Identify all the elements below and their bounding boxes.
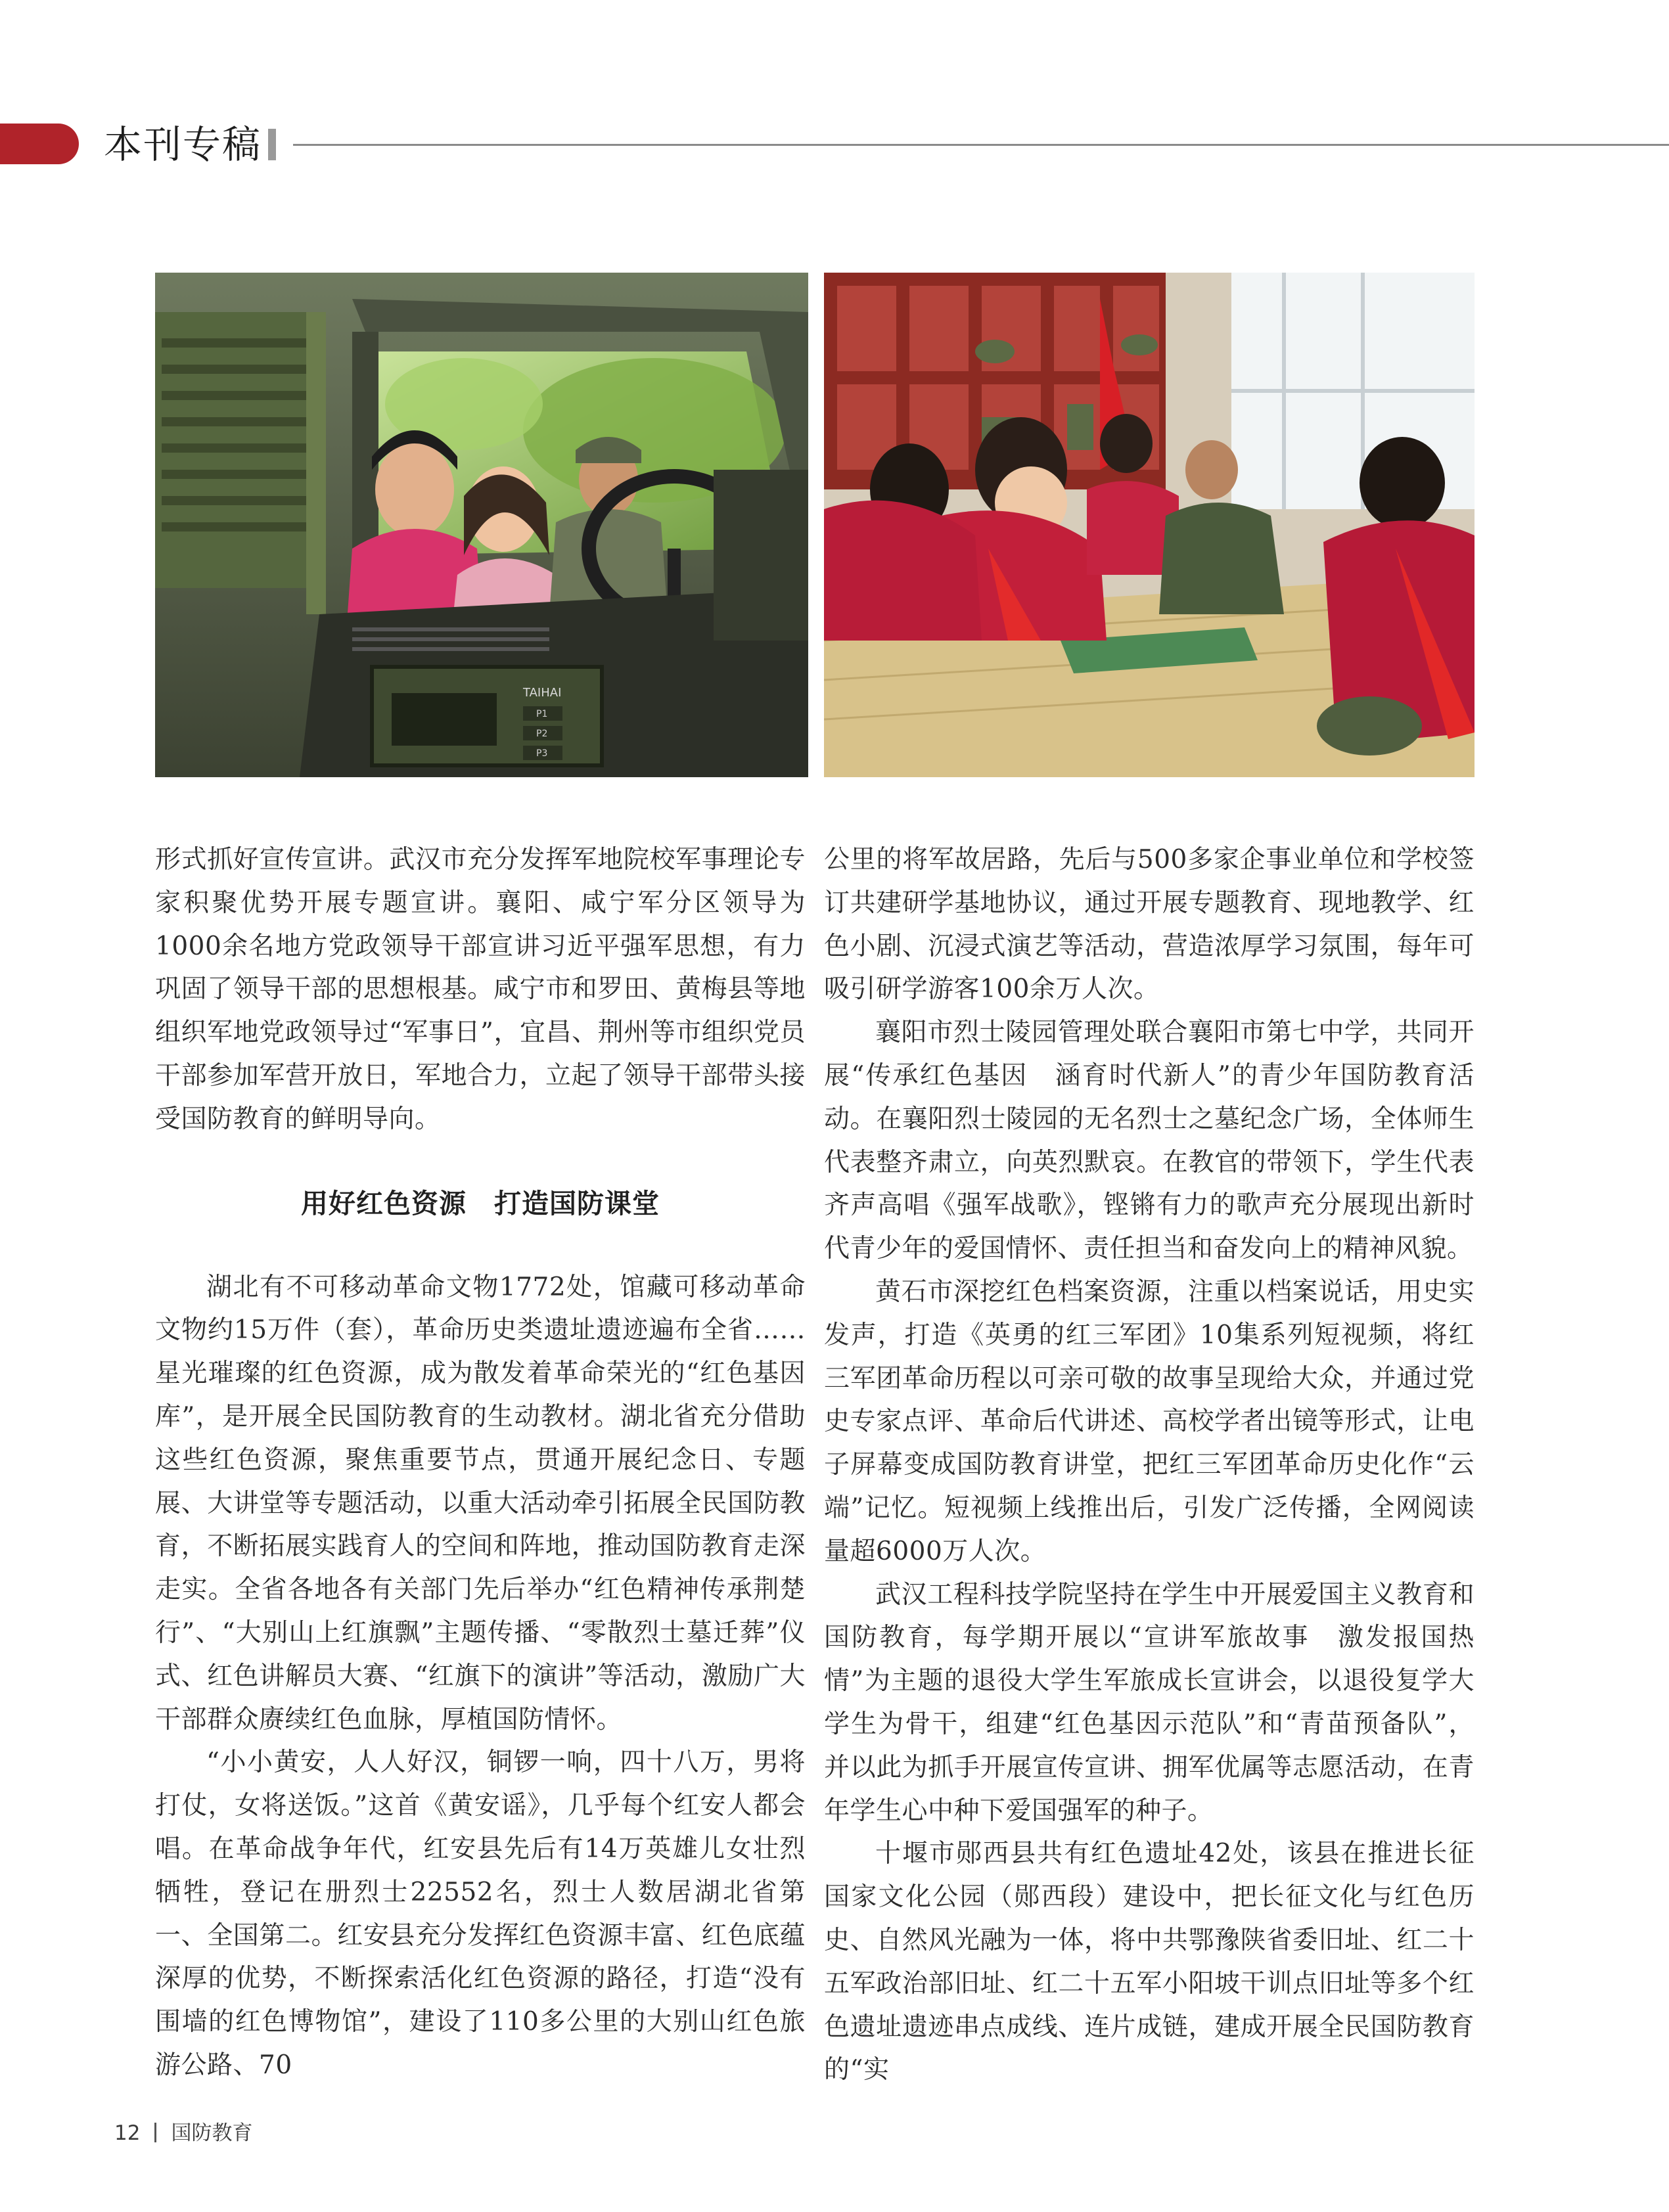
section-subheading: 用好红色资源 打造国防课堂 (301, 1187, 660, 1219)
text-column-right (824, 838, 1475, 2092)
radio-button-label: P2 (536, 729, 548, 739)
section-tab-marker (0, 124, 79, 164)
publication-name: 国防教育 (171, 2121, 253, 2145)
header-rule (293, 144, 1669, 146)
radio-brand-label: TAIHAI (523, 686, 562, 700)
radio-button-label: P1 (536, 709, 548, 719)
page-footer (114, 2117, 252, 2150)
body-paragraph: 武汉工程科技学院坚持在学生中开展爱国主义教育和国防教育，每学期开展以“宣讲军旅故事 激发报国热情”为主题的退役大学生军旅成长宣讲会，以退役复学大学生为骨干，组建“红色基因示范队”和“青苗预备队”，并以此为抓手开展宣传宣讲、拥军优属等志愿活动，在青年学生心中种下爱国强军的种子。 (824, 1579, 1475, 1826)
body-paragraph: 襄阳市烈士陵园管理处联合襄阳市第七中学，共同开展“传承红色基因 涵育时代新人”的青少年国防教育活动。在襄阳烈士陵园的无名烈士之墓纪念广场，全体师生代表整齐肃立，向英烈默哀。在教官的带领下，学生代表齐声高唱《强军战歌》，铿锵有力的歌声充分展现出新时代青少年的爱国情怀、责任担当和奋发向上的精神风貌。 (824, 1018, 1475, 1264)
text-column-left (155, 838, 806, 2087)
body-paragraph: 湖北有不可移动革命文物1772处，馆藏可移动革命文物约15万件（套），革命历史类遗址遗迹遍布全省……星光璀璨的红色资源，成为散发着革命荣光的“红色基因库”，是开展全民国防教育的生动教材。湖北省充分借助这些红色资源，聚焦重要节点，贯通开展纪念日、专题展、大讲堂等专题活动，以重大活动牵引拓展全民国防教育，不断拓展实践育人的空间和阵地，推动国防教育走深走实。全省各地各有关部门先后举办“红色精神传承荆楚行”、“大别山上红旗飘”主题传播、“零散烈士墓迁葬”仪式、红色讲解员大赛、“红旗下的演讲”等活动，激励广大干部群众赓续红色血脉，厚植国防情怀。 (155, 1272, 806, 1734)
page-number: 12 (114, 2121, 141, 2145)
footer-separator (154, 2123, 156, 2142)
section-title: 本刊专稿 (104, 122, 262, 167)
photo-students-training (824, 273, 1475, 777)
photo-military-vehicle (155, 273, 808, 777)
body-paragraph: “小小黄安，人人好汉，铜锣一响，四十八万，男将打仗，女将送饭。”这首《黄安谣》，几乎每个红安人都会唱。在革命战争年代，红安县先后有14万英雄儿女壮烈牺牲，登记在册烈士22552名，烈士人数居湖北省第一、全国第二。红安县充分发挥红色资源丰富、红色底蕴深厚的优势，不断探索活化红色资源的路径，打造“没有围墙的红色博物馆”，建设了110多公里的大别山红色旅游公路、70 (155, 1748, 806, 2080)
body-paragraph: 十堰市郧西县共有红色遗址42处，该县在推进长征国家文化公园（郧西段）建设中，把长征文化与红色历史、自然风光融为一体，将中共鄂豫陕省委旧址、红二十五军政治部旧址、红二十五军小阳坡干训点旧址等多个红色遗址遗迹串点成线、连片成链，建成开展全民国防教育的“实 (824, 1839, 1475, 2085)
body-paragraph: 形式抓好宣传宣讲。武汉市充分发挥军地院校军事理论专家积聚优势开展专题宣讲。襄阳、咸宁军分区领导为1000余名地方党政领导干部宣讲习近平强军思想，有力巩固了领导干部的思想根基。咸宁市和罗田、黄梅县等地组织军地党政领导过“军事日”，宜昌、荆州等市组织党员干部参加军营开放日，军地合力，立起了领导干部带头接受国防教育的鲜明导向。 (155, 845, 806, 1134)
body-paragraph: 黄石市深挖红色档案资源，注重以档案说话，用史实发声，打造《英勇的红三军团》10集系列短视频，将红三军团革命历程以可亲可敬的故事呈现给大众，并通过党史专家点评、革命后代讲述、高校学者出镜等形式，让电子屏幕变成国防教育讲堂，把红三军团革命历史化作“云端”记忆。短视频上线推出后，引发广泛传播，全网阅读量超6000万人次。 (824, 1276, 1475, 1566)
body-paragraph: 公里的将军故居路，先后与500多家企事业单位和学校签订共建研学基地协议，通过开展专题教育、现地教学、红色小剧、沉浸式演艺等活动，营造浓厚学习氛围，每年可吸引研学游客100余万人次。 (824, 845, 1475, 1004)
radio-button-label: P3 (536, 748, 548, 759)
section-title-bar (268, 129, 276, 160)
